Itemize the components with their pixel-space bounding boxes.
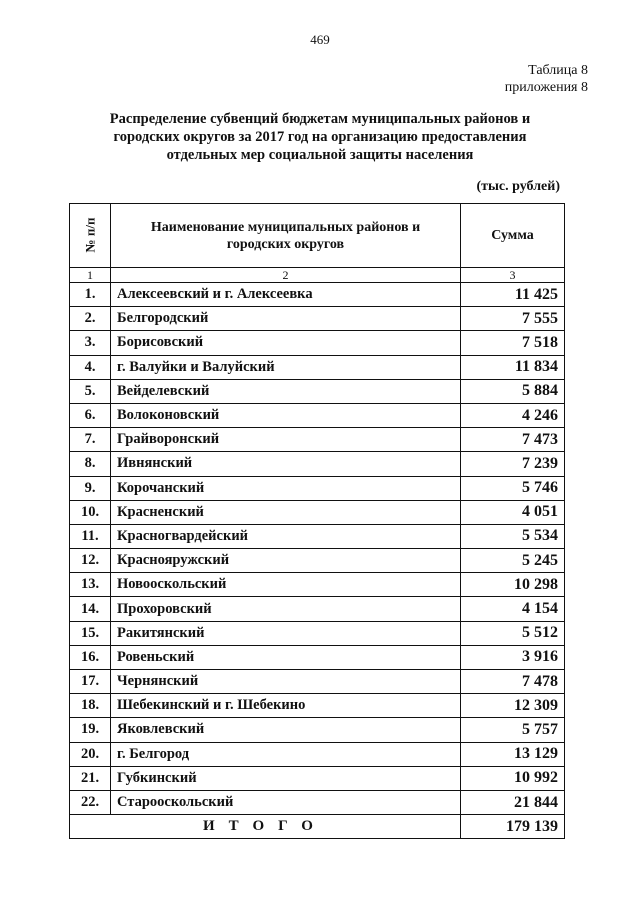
table-body: [70, 283, 565, 815]
row-district-name: Красногвардейский: [111, 524, 461, 548]
row-number: 3.: [70, 331, 111, 355]
table-row: [70, 645, 565, 669]
row-number: 2.: [70, 307, 111, 331]
row-sum: 13 129: [461, 742, 565, 766]
table-row: [70, 355, 565, 379]
table-row: [70, 573, 565, 597]
row-sum: 4 154: [461, 597, 565, 621]
row-number: 19.: [70, 718, 111, 742]
title-line3: отдельных мер социальной защиты населения: [166, 147, 474, 163]
row-sum: 5 757: [461, 718, 565, 742]
table-row: [70, 718, 565, 742]
row-district-name: Губкинский: [111, 766, 461, 790]
header-name-line2: городских округов: [226, 236, 345, 252]
header-row: [70, 204, 565, 268]
row-number: 17.: [70, 670, 111, 694]
table-row: [70, 379, 565, 403]
table-row: [70, 670, 565, 694]
row-district-name: Красненский: [111, 500, 461, 524]
table-row: [70, 428, 565, 452]
row-number: 7.: [70, 428, 111, 452]
row-number: 5.: [70, 379, 111, 403]
row-district-name: Белгородский: [111, 307, 461, 331]
row-sum: 5 884: [461, 379, 565, 403]
table-row: [70, 742, 565, 766]
row-number: 21.: [70, 766, 111, 790]
row-sum: 7 555: [461, 307, 565, 331]
row-sum: 12 309: [461, 694, 565, 718]
row-district-name: г. Белгород: [111, 742, 461, 766]
table-row: [70, 403, 565, 427]
row-sum: 3 916: [461, 645, 565, 669]
total-sum: 179 139: [461, 815, 565, 839]
row-sum: 5 746: [461, 476, 565, 500]
header-name-line1: Наименование муниципальных районов и: [150, 219, 421, 235]
table-row: [70, 476, 565, 500]
row-sum: 11 834: [461, 355, 565, 379]
row-number: 20.: [70, 742, 111, 766]
row-number: 11.: [70, 524, 111, 548]
row-sum: 7 473: [461, 428, 565, 452]
row-district-name: Чернянский: [111, 670, 461, 694]
row-district-name: Яковлевский: [111, 718, 461, 742]
row-district-name: Ракитянский: [111, 621, 461, 645]
row-district-name: Ивнянский: [111, 452, 461, 476]
row-number: 18.: [70, 694, 111, 718]
table-row: [70, 790, 565, 814]
row-district-name: Новооскольский: [111, 573, 461, 597]
row-number: 6.: [70, 403, 111, 427]
header-sum: Сумма: [461, 204, 565, 268]
col-index-2: 2: [111, 268, 461, 283]
table-row: [70, 694, 565, 718]
table-row: [70, 307, 565, 331]
row-number: 8.: [70, 452, 111, 476]
table-reference: [505, 62, 588, 96]
table-ref-line1: Таблица 8: [528, 63, 588, 78]
row-district-name: Старооскольский: [111, 790, 461, 814]
row-district-name: Ровеньский: [111, 645, 461, 669]
total-row: [70, 815, 565, 839]
row-district-name: Прохоровский: [111, 597, 461, 621]
row-sum: 4 246: [461, 403, 565, 427]
total-label: ИТОГО: [70, 815, 461, 839]
header-name: [111, 204, 461, 268]
row-number: 1.: [70, 283, 111, 307]
row-sum: 4 051: [461, 500, 565, 524]
row-sum: 21 844: [461, 790, 565, 814]
row-number: 14.: [70, 597, 111, 621]
header-num: [70, 204, 111, 268]
row-sum: 5 512: [461, 621, 565, 645]
units-label: (тыс. рублей): [476, 179, 560, 194]
row-sum: 10 992: [461, 766, 565, 790]
column-index-row: [70, 268, 565, 283]
row-sum: 5 534: [461, 524, 565, 548]
table-row: [70, 331, 565, 355]
table-row: [70, 597, 565, 621]
row-sum: 7 239: [461, 452, 565, 476]
document-title: [70, 110, 570, 164]
row-district-name: Корочанский: [111, 476, 461, 500]
row-district-name: г. Валуйки и Валуйский: [111, 355, 461, 379]
col-index-1: 1: [70, 268, 111, 283]
row-number: 13.: [70, 573, 111, 597]
row-sum: 7 518: [461, 331, 565, 355]
row-sum: 11 425: [461, 283, 565, 307]
row-number: 12.: [70, 549, 111, 573]
table-row: [70, 524, 565, 548]
header-num-text: № п/п: [82, 217, 97, 253]
row-district-name: Вейделевский: [111, 379, 461, 403]
table-row: [70, 621, 565, 645]
row-district-name: Грайворонский: [111, 428, 461, 452]
row-sum: 7 478: [461, 670, 565, 694]
title-line1: Распределение субвенций бюджетам муниципальных районов и: [109, 111, 531, 127]
page-number: 469: [310, 32, 330, 47]
table-row: [70, 283, 565, 307]
row-district-name: Краснояружский: [111, 549, 461, 573]
title-line2: городских округов за 2017 год на организацию предоставления: [113, 129, 527, 145]
row-number: 4.: [70, 355, 111, 379]
row-number: 22.: [70, 790, 111, 814]
row-district-name: Борисовский: [111, 331, 461, 355]
row-number: 15.: [70, 621, 111, 645]
table-ref-line2: приложения 8: [504, 80, 588, 95]
row-district-name: Алексеевский и г. Алексеевка: [111, 283, 461, 307]
row-district-name: Волоконовский: [111, 403, 461, 427]
table-row: [70, 452, 565, 476]
table-row: [70, 500, 565, 524]
row-sum: 5 245: [461, 549, 565, 573]
table-row: [70, 549, 565, 573]
row-sum: 10 298: [461, 573, 565, 597]
subvention-table: [69, 203, 565, 839]
col-index-3: 3: [461, 268, 565, 283]
row-number: 16.: [70, 645, 111, 669]
row-number: 9.: [70, 476, 111, 500]
row-district-name: Шебекинский и г. Шебекино: [111, 694, 461, 718]
row-number: 10.: [70, 500, 111, 524]
table-row: [70, 766, 565, 790]
